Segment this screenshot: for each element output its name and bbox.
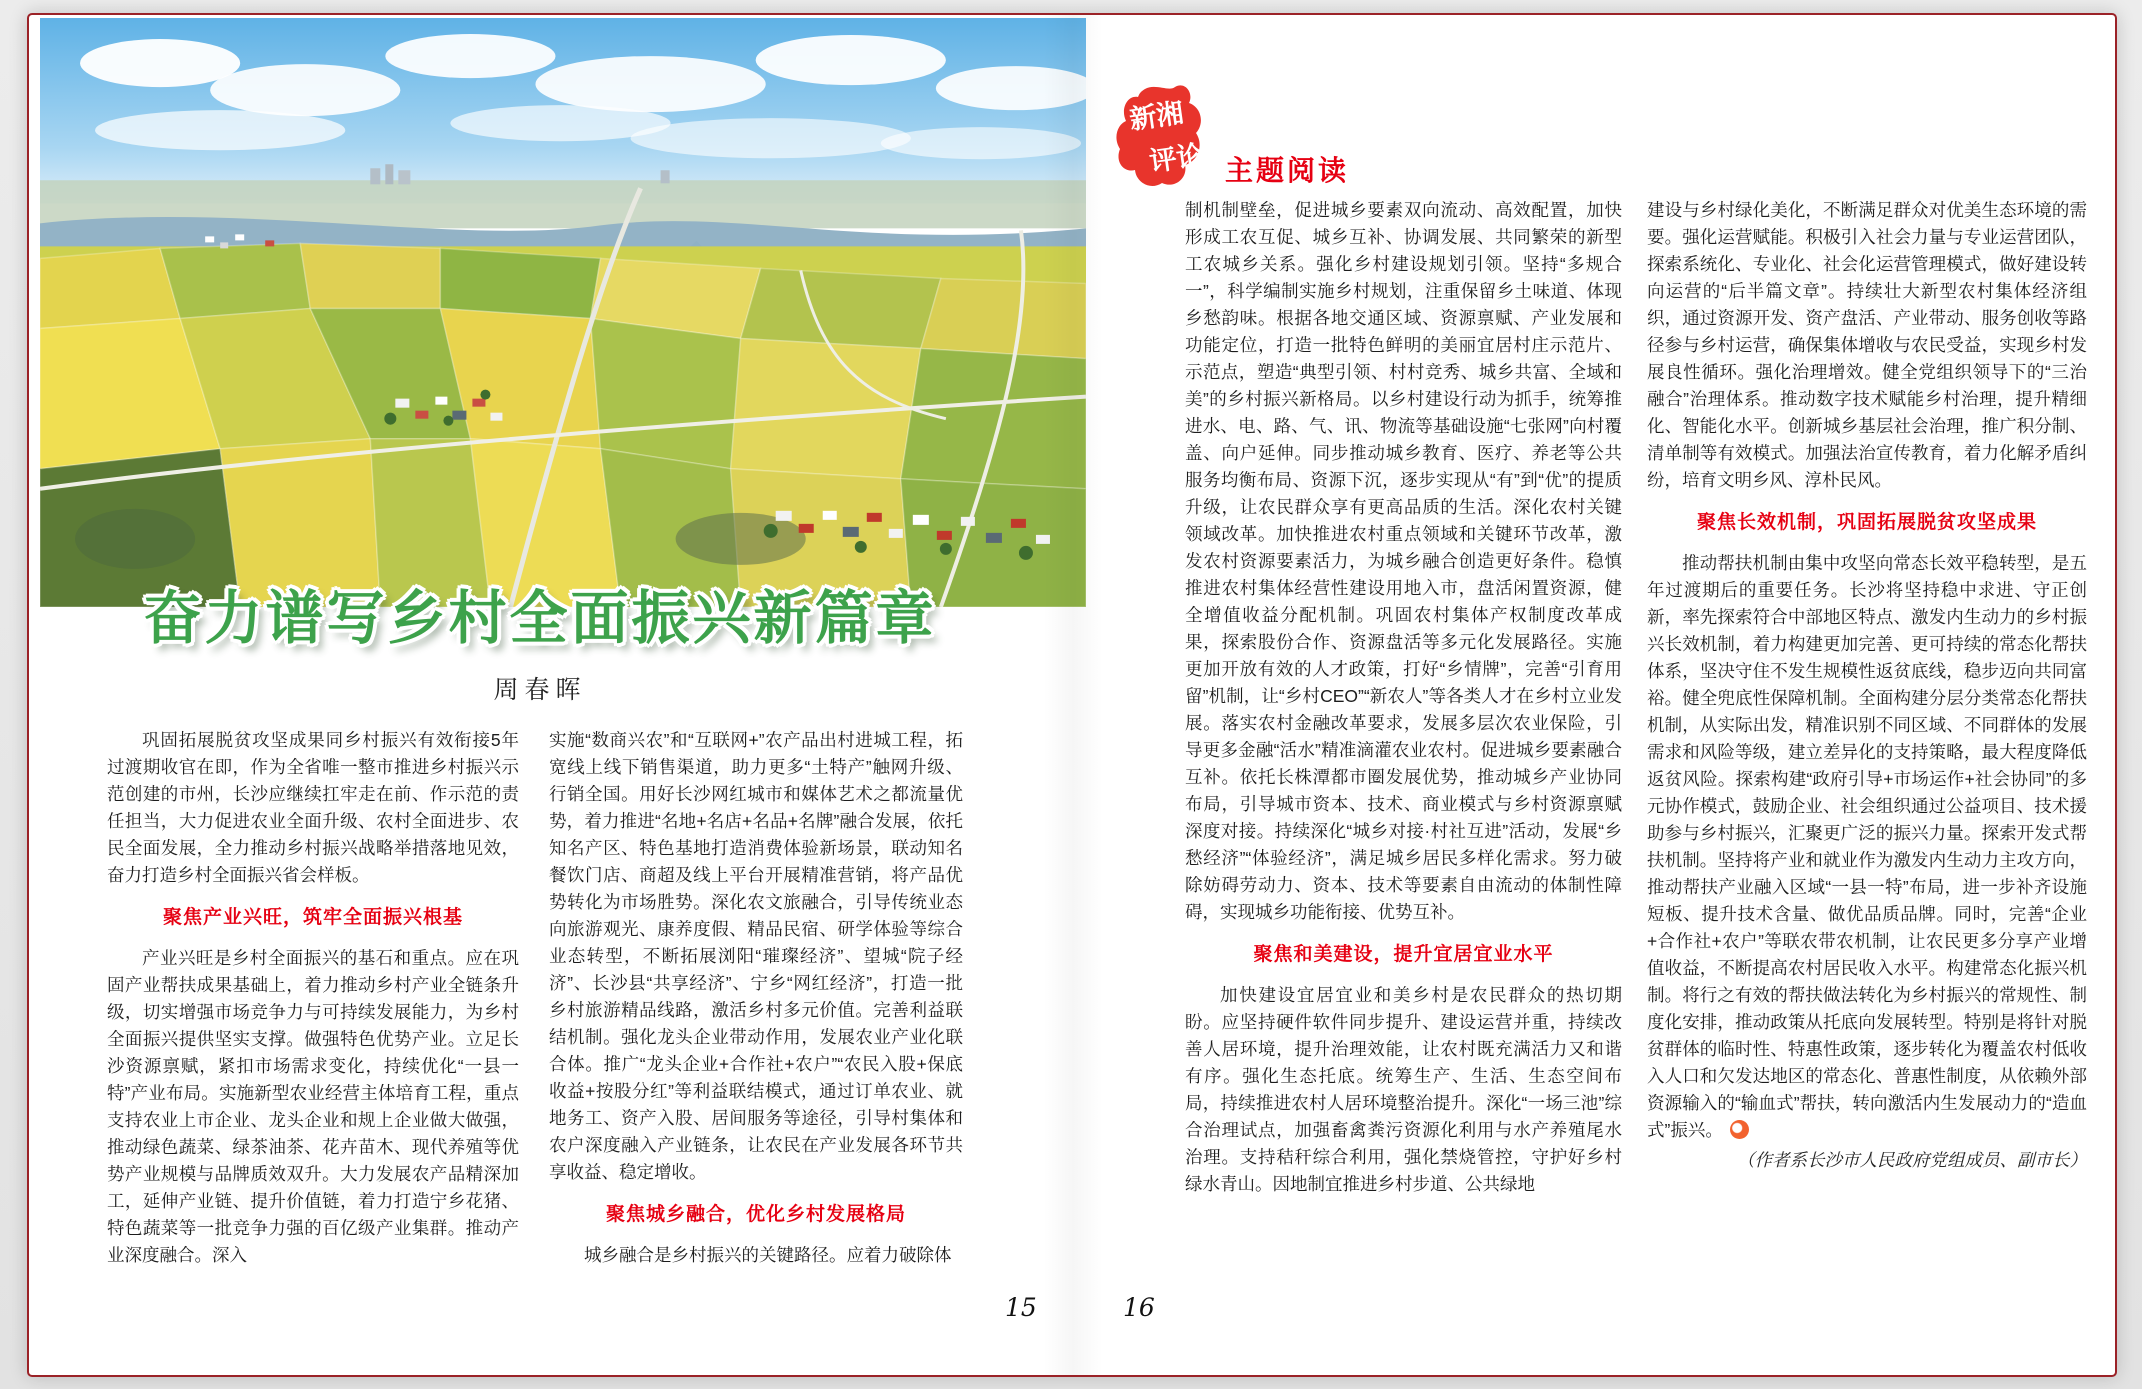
seal-text-line1: 新湘 (1127, 97, 1186, 136)
page-number-left: 15 (1005, 1293, 1037, 1322)
body-paragraph: 巩固拓展脱贫攻坚成果同乡村振兴有效衔接5年过渡期收官在即，作为全省唯一整市推进乡村振兴示范创建的市州，长沙应继续扛牢走在前、作示范的责任担当，大力促进农业全面升级、农村全面进步、农民全面发展，全力推动乡村振兴战略举措落地见效，奋力打造乡村全面振兴省会样板。 (107, 730, 519, 885)
right-page-column-1 (1185, 197, 1622, 1253)
magazine-spread (27, 13, 2117, 1377)
body-paragraph: 城乡融合是乡村振兴的关键路径。应着力破除体 (584, 1245, 952, 1265)
author-note: （作者系长沙市人民政府党组成员、副市长） (1737, 1151, 2087, 1171)
section-heading: 聚焦产业兴旺，筑牢全面振兴根基 (162, 907, 463, 928)
page-number-right: 16 (1123, 1293, 1155, 1322)
seal-text-line2: 评论 (1147, 139, 1206, 178)
fields-group (40, 243, 1086, 607)
section-heading: 聚焦和美建设，提升宜居宜业水平 (1253, 944, 1554, 965)
article-title: 奋力谱写乡村全面振兴新篇章 (143, 586, 937, 651)
body-paragraph: 实施“数商兴农”和“互联网+”农产品出村进城工程，拓宽线上线下销售渠道，助力更多“土特产”触网升级、行销全国。用好长沙网红城市和媒体艺术之都流量优势，着力推进“名地+名店+名品+名牌”融合发展，依托知名产区、特色基地打造消费体验新场景，联动知名餐饮门店、商超及线上平台开展精准营销，将产品优势转化为市场胜势。深化农文旅融合，引导传统业态向旅游观光、康养度假、精品民宿、研学体验等综合业态转型，不断拓展浏阳“璀璨经济”、望城“院子经济”、长沙县“共享经济”、宁乡“网红经济”，打造一批乡村旅游精品线路，激活乡村多元价值。完善利益联结机制。强化龙头企业带动作用，发展农业产业化联合体。推广“龙头企业+合作社+农户”“农民入股+保底收益+按股分红”等利益联结模式，通过订单农业、就地务工、资产入股、居间服务等途径，引导村集体和农户深度融入产业链条，让农民在产业发展各环节共享收益、稳定增收。 (549, 730, 963, 1182)
article-end-mark-icon (1730, 1120, 1749, 1139)
sky-group (40, 18, 1086, 203)
right-page-column-2 (1647, 197, 2087, 1253)
left-page-column-1 (107, 727, 519, 1281)
section-heading: 聚焦城乡融合，优化乡村发展格局 (605, 1204, 906, 1225)
section-label: 主题阅读 (1225, 155, 1350, 186)
body-paragraph: 建设与乡村绿化美化，不断满足群众对优美生态环境的需要。强化运营赋能。积极引入社会力量与专业运营团队，探索系统化、专业化、社会化运营管理模式，做好建设转向运营的“后半篇文章”。持续壮大新型农村集体经济组织，通过资源开发、资产盘活、产业带动、服务创收等路径参与乡村运营，确保集体增收与农民受益，实现乡村发展良性循环。强化治理增效。健全党组织领导下的“三治融合”治理体系。推动数字技术赋能乡村治理，提升精细化、智能化水平。创新城乡基层社会治理，推广积分制、清单制等有效模式。加强法治宣传教育，着力化解矛盾纠纷，培育文明乡风、淳朴民风。 (1647, 200, 2087, 490)
body-paragraph: 制机制壁垒，促进城乡要素双向流动、高效配置，加快形成工农互促、城乡互补、协调发展、共同繁荣的新型工农城乡关系。强化乡村建设规划引领。坚持“多规合一”，科学编制实施乡村规划，注重保留乡土味道、体现乡愁韵味。根据各地交通区域、资源禀赋、产业发展和功能定位，打造一批特色鲜明的美丽宜居村庄示范片、示范点，塑造“典型引领、村村竞秀、城乡共富、全域和美”的乡村振兴新格局。以乡村建设行动为抓手，统筹推进水、电、路、气、讯、物流等基础设施“七张网”向村覆盖、向户延伸。同步推动城乡教育、医疗、养老等公共服务均衡布局、资源下沉，逐步实现从“有”到“优”的提质升级，让农民群众享有更高品质的生活。深化农村关键领域改革。加快推进农村重点领域和关键环节改革，激发农村资源要素活力，为城乡融合创造更好条件。稳慎推进农村集体经营性建设用地入市，盘活闲置资源，健全增值收益分配机制。巩固农村集体产权制度改革成果，探索股份合作、资源盘活等多元化发展路径。实施更加开放有效的人才政策，打好“乡情牌”，完善“引育用留”机制，让“乡村CEO”“新农人”等各类人才在乡村立业发展。落实农村金融改革要求，发展多层次农业保险，引导更多金融“活水”精准滴灌农业农村。促进城乡要素融合互补。依托长株潭都市圈发展优势，推动城乡产业协同布局，引导城市资本、技术、商业模式与乡村资源禀赋深度对接。持续深化“城乡对接·村社互进”活动，发展“乡愁经济”“体验经济”，满足城乡居民多样化需求。努力破除妨碍劳动力、资本、技术等要素自由流动的体制性障碍，实现城乡功能衔接、优势互补。 (1185, 200, 1622, 922)
magazine-seal (1115, 83, 1207, 187)
body-paragraph: 产业兴旺是乡村全面振兴的基石和重点。应在巩固产业帮扶成果基础上，着力推动乡村产业全链条升级，切实增强市场竞争力与可持续发展能力，为乡村全面振兴提供坚实支撑。做强特色优势产业。立足长沙资源禀赋，紧扣市场需求变化，持续优化“一县一特”产业布局。实施新型农业经营主体培育工程，重点支持农业上市企业、龙头企业和规上企业做大做强，推动绿色蔬菜、绿茶油茶、花卉苗木、现代养殖等优势产业规模与品牌质效双升。大力发展农产品精深加工，延伸产业链、提升价值链，着力打造宁乡花猪、特色蔬菜等一批竞争力强的百亿级产业集群。推动产业深度融合。深入 (107, 948, 519, 1265)
left-page-column-2 (549, 727, 963, 1281)
aerial-photo (40, 18, 1086, 607)
body-paragraph: 加快建设宜居宜业和美乡村是农民群众的热切期盼。应坚持硬件软件同步提升、建设运营并重，持续改善人居环境，提升治理效能，让农村既充满活力又和谐有序。强化生态托底。统筹生产、生活、生态空间布局，持续推进农村人居环境整治提升。深化“一场三池”综合治理试点，加强畜禽粪污资源化利用与水产养殖尾水治理。支持秸秆综合利用，强化禁烧管控，守护好乡村绿水青山。因地制宜推进乡村步道、公共绿地 (1185, 985, 1622, 1194)
body-paragraph: 推动帮扶机制由集中攻坚向常态长效平稳转型，是五年过渡期后的重要任务。长沙将坚持稳中求进、守正创新，率先探索符合中部地区特点、激发内生动力的乡村振兴长效机制，着力构建更加完善、更可持续的常态化帮扶体系，坚决守住不发生规模性返贫底线，稳步迈向共同富裕。健全兜底性保障机制。全面构建分层分类常态化帮扶机制，从实际出发，精准识别不同区域、不同群体的发展需求和风险等级，建立差异化的支持策略，最大程度降低返贫风险。探索构建“政府引导+市场运作+社会协同”的多元协作模式，鼓励企业、社会组织通过公益项目、技术援助参与乡村振兴，汇聚更广泛的振兴力量。探索开发式帮扶机制。坚持将产业和就业作为激发内生动力主攻方向，推动帮扶产业融入区域“一县一特”布局，进一步补齐设施短板、提升技术含量、做优品质品牌。同时，完善“企业+合作社+农户”等联农带农机制，让农民更多分享产业增值收益，不断提高农村居民收入水平。构建常态化振兴机制。将行之有效的帮扶做法转化为乡村振兴的常规性、制度化安排，推动政策从托底向发展转型。特别是将针对脱贫群体的临时性、特惠性政策，逐步转化为覆盖农村低收入人口和欠发达地区的常态化、普惠性制度，从依赖外部资源输入的“输血式”帮扶，转向激活内生发展动力的“造血式”振兴。 (1647, 553, 2087, 1140)
article-author: 周春晖 (493, 675, 587, 704)
section-heading: 聚焦长效机制，巩固拓展脱贫攻坚成果 (1696, 512, 2037, 533)
